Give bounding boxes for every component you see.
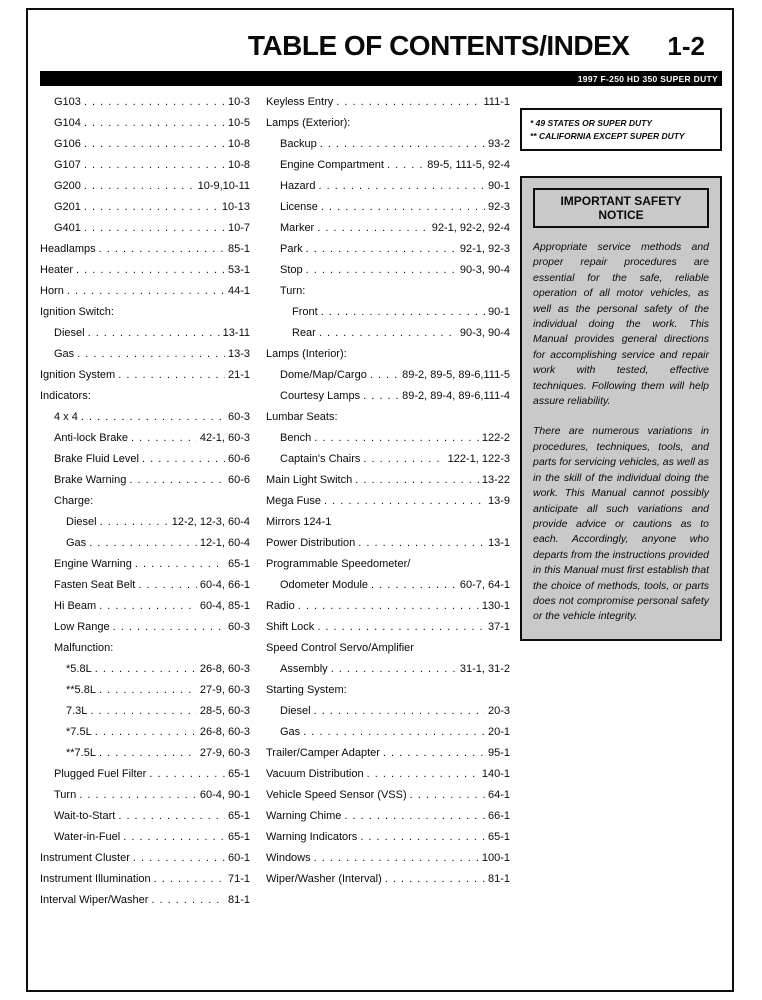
index-entry-pages: 60-7, 64-1: [459, 579, 510, 591]
leader-dots: [410, 785, 485, 806]
index-entry: [40, 113, 250, 134]
leader-dots: [344, 806, 485, 827]
index-entry: [40, 617, 250, 638]
index-entry: [40, 197, 250, 218]
index-entry: [40, 638, 250, 659]
index-entry: [266, 281, 510, 302]
leader-dots: [90, 701, 196, 722]
index-entry-label: Gas: [280, 726, 301, 738]
index-entry: [266, 806, 510, 827]
leader-dots: [131, 428, 197, 449]
leader-dots: [306, 260, 457, 281]
index-entry-pages: 60-4, 90-1: [199, 789, 250, 801]
leader-dots: [129, 470, 225, 491]
index-entry-label: 4 x 4: [54, 411, 78, 423]
leader-dots: [363, 386, 399, 407]
index-entry-pages: 21-1: [227, 369, 250, 381]
index-entry-pages: 13-3: [227, 348, 250, 360]
index-entry: [40, 533, 250, 554]
leader-dots: [367, 764, 479, 785]
leader-dots: [360, 827, 485, 848]
index-entry: [266, 596, 510, 617]
index-entry-label: Gas: [54, 348, 75, 360]
index-entry: [266, 743, 510, 764]
leader-dots: [321, 302, 485, 323]
index-entry: [40, 827, 250, 848]
leader-dots: [387, 155, 424, 176]
index-entry-pages: 90-1: [487, 180, 510, 192]
index-entry-label: Mega Fuse: [266, 495, 322, 507]
index-entry: [40, 407, 250, 428]
index-entry-label: Power Distribution: [266, 537, 356, 549]
index-entry: [40, 176, 250, 197]
index-entry: [40, 764, 250, 785]
index-entry: [266, 638, 510, 659]
index-entry-label: Turn: [54, 789, 77, 801]
index-entry: [266, 134, 510, 155]
leader-dots: [298, 596, 479, 617]
index-entry-label: 7.3L: [66, 705, 88, 717]
index-entry-pages: 60-3: [227, 411, 250, 423]
leader-dots: [317, 218, 428, 239]
leader-dots: [355, 470, 479, 491]
index-entry-label: Diesel: [280, 705, 311, 717]
index-entry-pages: 122-2: [481, 432, 510, 444]
index-entry-pages: 65-1: [227, 831, 250, 843]
index-entry: [40, 239, 250, 260]
page-header: [248, 30, 705, 62]
index-entry: [266, 260, 510, 281]
leader-dots: [319, 323, 457, 344]
index-entry: [40, 365, 250, 386]
index-entry-pages: 111-1: [483, 96, 510, 108]
leader-dots: [151, 890, 225, 911]
leader-dots: [84, 113, 225, 134]
index-entry-label: Programmable Speedometer/: [266, 558, 411, 570]
index-entry-label: Hi Beam: [54, 600, 97, 612]
index-entry-label: **5.8L: [66, 684, 96, 696]
index-entry-pages: 53-1: [227, 264, 250, 276]
index-entry-label: Hazard: [280, 180, 316, 192]
index-entry-label: Engine Warning: [54, 558, 132, 570]
leader-dots: [314, 428, 479, 449]
leader-dots: [303, 722, 485, 743]
leader-dots: [81, 407, 225, 428]
index-entry-pages: 130-1: [481, 600, 510, 612]
index-entry-label: Turn:: [280, 285, 306, 297]
index-entry: [40, 218, 250, 239]
leader-dots: [336, 92, 480, 113]
index-entry-pages: 85-1: [227, 243, 250, 255]
index-entry: [266, 659, 510, 680]
index-entry-pages: 66-1: [487, 810, 510, 822]
index-entry-pages: 90-1: [487, 306, 510, 318]
index-entry-pages: 27-9, 60-3: [199, 684, 250, 696]
index-entry: [40, 449, 250, 470]
index-entry-label: Keyless Entry: [266, 96, 334, 108]
leader-dots: [100, 512, 169, 533]
index-entry-label: Charge:: [54, 495, 94, 507]
index-entry: [266, 386, 510, 407]
index-entry: [266, 344, 510, 365]
index-entry: [266, 176, 510, 197]
index-entry-label: G401: [54, 222, 81, 234]
index-entry: [266, 323, 510, 344]
index-entry: [40, 659, 250, 680]
index-entry-label: Gas: [66, 537, 87, 549]
index-entry: [40, 680, 250, 701]
index-entry-label: Courtesy Lamps: [280, 390, 361, 402]
index-entry-pages: 140-1: [481, 768, 510, 780]
safety-notice-paragraph: There are numerous variations in procedures, techniques, tools, and parts for servicing vehicles, as well as in the skill of the individual doing the work. This Manual cannot possibly anticipate all such variations and provide advice or cautions as to each. Accordingly, anyone who departs from the instructions provided in this Manual must first establish that the choice of methods, tools, or parts does not compromise personal safety or the vehicle integrity.: [533, 425, 709, 623]
leader-dots: [84, 218, 225, 239]
index-entry-pages: 92-3: [487, 201, 510, 213]
index-entry-label: Headlamps: [40, 243, 96, 255]
index-entry-label: Vacuum Distribution: [266, 768, 364, 780]
leader-dots: [113, 617, 225, 638]
index-entry: [266, 848, 510, 869]
index-entry-label: Main Light Switch: [266, 474, 353, 486]
index-entry-pages: 81-1: [487, 873, 510, 885]
index-entry-label: Heater: [40, 264, 74, 276]
index-entry: [266, 92, 510, 113]
leader-dots: [149, 764, 225, 785]
index-entry-label: G201: [54, 201, 81, 213]
index-entry-label: Dome/Map/Cargo: [280, 369, 367, 381]
index-entry-pages: 26-8, 60-3: [199, 663, 250, 675]
index-entry-label: Stop: [280, 264, 303, 276]
index-entry-pages: 13-1: [487, 537, 510, 549]
index-entry-pages: 95-1: [487, 747, 510, 759]
index-entry: [266, 680, 510, 701]
index-entry-label: Wiper/Washer (Interval): [266, 873, 382, 885]
index-entry-pages: 37-1: [487, 621, 510, 633]
leader-dots: [306, 239, 457, 260]
leader-dots: [123, 827, 225, 848]
index-entry-pages: 31-1, 31-2: [459, 663, 510, 675]
index-entry-label: **7.5L: [66, 747, 96, 759]
index-entry-pages: 65-1: [227, 558, 250, 570]
leader-dots: [84, 134, 225, 155]
safety-notice-paragraph: Appropriate service methods and proper repair procedures are essential for the safe, reliable operation of all motor vehicles, as well as the personal safety of the individual doing the work. This Manual provides general directions for accomplishing service and repair work with tested, effective techniques. Following them will help assure reliability.: [533, 241, 709, 408]
index-entry-label: Instrument Cluster: [40, 852, 130, 864]
index-entry-pages: 60-3: [227, 621, 250, 633]
leader-dots: [135, 554, 225, 575]
index-entry-pages: 12-2, 12-3, 60-4: [171, 516, 250, 528]
index-entry: [40, 428, 250, 449]
leader-dots: [318, 176, 485, 197]
index-entry-pages: 100-1: [481, 852, 510, 864]
index-entry-label: Anti-lock Brake: [54, 432, 128, 444]
leader-dots: [95, 722, 197, 743]
index-entry-pages: 13-9: [487, 495, 510, 507]
index-entry: [40, 722, 250, 743]
index-entry-label: Backup: [280, 138, 317, 150]
index-entry-pages: 60-1: [227, 852, 250, 864]
index-entry-label: Starting System:: [266, 684, 347, 696]
index-entry-pages: 10-8: [227, 159, 250, 171]
index-entry: [40, 575, 250, 596]
index-entry-pages: 89-5, 111-5, 92-4: [427, 159, 510, 171]
index-entry: [40, 785, 250, 806]
index-entry-pages: 27-9, 60-3: [199, 747, 250, 759]
index-entry-label: Park: [280, 243, 303, 255]
page-title: TABLE OF CONTENTS/INDEX: [247, 30, 630, 61]
leader-dots: [99, 596, 197, 617]
index-entry: [266, 113, 510, 134]
index-entry-label: Brake Warning: [54, 474, 127, 486]
index-entry-label: Low Range: [54, 621, 110, 633]
index-entry: [266, 155, 510, 176]
index-entry: [266, 764, 510, 785]
index-entry: [266, 197, 510, 218]
leader-dots: [84, 176, 195, 197]
index-entry: [40, 260, 250, 281]
index-entry-pages: 10-9,10-11: [197, 180, 250, 192]
leader-dots: [385, 869, 485, 890]
index-entry-label: Malfunction:: [54, 642, 114, 654]
index-entry: [266, 365, 510, 386]
leader-dots: [99, 239, 225, 260]
leader-dots: [133, 848, 225, 869]
index-entry: [40, 323, 250, 344]
leader-dots: [138, 575, 197, 596]
index-entry-label: Speed Control Servo/Amplifier: [266, 642, 414, 654]
index-entry-label: Lamps (Interior):: [266, 348, 347, 360]
index-entry-pages: 64-1: [487, 789, 510, 801]
index-entry-label: Plugged Fuel Filter: [54, 768, 147, 780]
index-entry-label: Trailer/Camper Adapter: [266, 747, 380, 759]
leader-dots: [324, 491, 485, 512]
model-banner-bar: [40, 71, 722, 86]
index-entry-pages: 10-3: [227, 96, 250, 108]
index-entry-label: Front: [292, 306, 318, 318]
index-entry-label: Odometer Module: [280, 579, 369, 591]
index-entry-label: Vehicle Speed Sensor (VSS): [266, 789, 407, 801]
safety-notice-box: [520, 176, 722, 641]
index-entry-pages: 90-3, 90-4: [459, 264, 510, 276]
index-entry-pages: 13-22: [481, 474, 510, 486]
leader-dots: [118, 365, 225, 386]
index-entry: [40, 512, 250, 533]
index-entry-pages: 12-1, 60-4: [199, 537, 250, 549]
index-entry-pages: 90-3, 90-4: [459, 327, 510, 339]
index-entry-label: Captain's Chairs: [280, 453, 361, 465]
index-entry-label: G107: [54, 159, 81, 171]
leader-dots: [358, 533, 485, 554]
index-entry-pages: 60-6: [227, 453, 250, 465]
index-entry-label: Engine Compartment: [280, 159, 384, 171]
index-entry: [40, 596, 250, 617]
leader-dots: [99, 743, 197, 764]
index-entry-label: Fasten Seat Belt: [54, 579, 136, 591]
index-entry-label: Mirrors 124-1: [266, 516, 332, 528]
index-entry: [40, 491, 250, 512]
index-entry: [266, 470, 510, 491]
leader-dots: [84, 197, 219, 218]
leader-dots: [76, 260, 225, 281]
index-entry-label: Warning Indicators: [266, 831, 358, 843]
leader-dots: [320, 134, 485, 155]
index-entry-pages: 60-4, 66-1: [199, 579, 250, 591]
index-entry: [266, 785, 510, 806]
index-entry: [266, 617, 510, 638]
index-entry: [40, 344, 250, 365]
index-entry: [40, 869, 250, 890]
index-entry-pages: 44-1: [227, 285, 250, 297]
leader-dots: [88, 323, 220, 344]
leader-dots: [363, 449, 444, 470]
index-entry-label: Indicators:: [40, 390, 91, 402]
index-entry-pages: 10-13: [221, 201, 250, 213]
leader-dots: [154, 869, 225, 890]
index-entry-label: Lamps (Exterior):: [266, 117, 351, 129]
index-entry-label: Shift Lock: [266, 621, 315, 633]
footnote-box: [520, 108, 722, 151]
index-entry-pages: 65-1: [487, 831, 510, 843]
index-entry-label: Wait-to-Start: [54, 810, 116, 822]
index-entry: [40, 281, 250, 302]
leader-dots: [370, 365, 399, 386]
index-entry-label: Bench: [280, 432, 312, 444]
leader-dots: [67, 281, 225, 302]
index-entry: [266, 491, 510, 512]
safety-notice-body: [533, 240, 709, 625]
leader-dots: [84, 92, 225, 113]
safety-notice-title: IMPORTANT SAFETY NOTICE: [533, 188, 709, 228]
index-entry: [266, 869, 510, 890]
index-entry-label: Water-in-Fuel: [54, 831, 121, 843]
index-column-left: [40, 92, 250, 911]
index-entry-pages: 92-1, 92-2, 92-4: [431, 222, 510, 234]
index-entry-pages: 60-6: [227, 474, 250, 486]
index-entry-label: Brake Fluid Level: [54, 453, 139, 465]
page-number: 1-2: [667, 31, 705, 61]
index-entry: [266, 302, 510, 323]
index-column-middle: [266, 92, 510, 890]
index-entry-pages: 10-7: [227, 222, 250, 234]
index-entry: [266, 449, 510, 470]
index-entry: [266, 512, 510, 533]
index-entry-label: G200: [54, 180, 81, 192]
index-entry: [40, 470, 250, 491]
index-entry-pages: 89-2, 89-5, 89-6,111-5: [402, 369, 510, 381]
index-entry-pages: 60-4, 85-1: [199, 600, 250, 612]
index-entry: [40, 890, 250, 911]
index-entry-label: License: [280, 201, 318, 213]
index-entry-pages: 10-5: [227, 117, 250, 129]
leader-dots: [95, 659, 197, 680]
index-entry: [266, 428, 510, 449]
index-entry-pages: 89-2, 89-4, 89-6,111-4: [402, 390, 510, 402]
index-entry-label: Windows: [266, 852, 311, 864]
index-entry: [40, 848, 250, 869]
index-entry-pages: 42-1, 60-3: [199, 432, 250, 444]
index-entry-pages: 13-11: [222, 327, 250, 339]
index-entry-pages: 26-8, 60-3: [199, 726, 250, 738]
index-entry: [40, 806, 250, 827]
index-entry-label: Marker: [280, 222, 315, 234]
index-entry-pages: 20-3: [487, 705, 510, 717]
footnote-line: ** CALIFORNIA EXCEPT SUPER DUTY: [530, 131, 685, 141]
leader-dots: [84, 155, 225, 176]
index-entry: [40, 743, 250, 764]
index-entry: [266, 722, 510, 743]
index-entry-label: G106: [54, 138, 81, 150]
leader-dots: [331, 659, 457, 680]
index-entry-label: Assembly: [280, 663, 328, 675]
leader-dots: [321, 197, 485, 218]
index-entry-pages: 65-1: [227, 810, 250, 822]
index-entry: [266, 701, 510, 722]
leader-dots: [79, 785, 197, 806]
index-entry-label: Instrument Illumination: [40, 873, 151, 885]
leader-dots: [314, 701, 485, 722]
leader-dots: [89, 533, 197, 554]
index-entry-label: Ignition Switch:: [40, 306, 114, 318]
index-entry: [40, 386, 250, 407]
index-entry-label: Diesel: [54, 327, 85, 339]
index-entry-label: Diesel: [66, 516, 97, 528]
footnote-line: * 49 STATES OR SUPER DUTY: [530, 118, 653, 128]
index-entry-label: Rear: [292, 327, 316, 339]
index-entry: [40, 134, 250, 155]
index-entry: [266, 407, 510, 428]
leader-dots: [118, 806, 225, 827]
index-entry-label: *5.8L: [66, 663, 92, 675]
index-entry: [266, 827, 510, 848]
leader-dots: [77, 344, 225, 365]
index-entry-label: Ignition System: [40, 369, 116, 381]
index-entry-pages: 28-5, 60-3: [199, 705, 250, 717]
index-entry-label: G104: [54, 117, 81, 129]
leader-dots: [383, 743, 485, 764]
index-entry: [40, 92, 250, 113]
index-entry-label: Lumbar Seats:: [266, 411, 338, 423]
index-entry-pages: 10-8: [227, 138, 250, 150]
index-entry-label: Horn: [40, 285, 64, 297]
index-entry: [266, 218, 510, 239]
index-entry-label: Radio: [266, 600, 295, 612]
leader-dots: [371, 575, 457, 596]
index-entry: [40, 701, 250, 722]
index-entry-pages: 93-2: [487, 138, 510, 150]
model-banner-text: 1997 F-250 HD 350 SUPER DUTY: [577, 73, 718, 84]
index-entry-pages: 92-1, 92-3: [459, 243, 510, 255]
index-entry-pages: 71-1: [227, 873, 250, 885]
index-entry-pages: 81-1: [227, 894, 250, 906]
index-entry: [266, 554, 510, 575]
index-entry: [266, 533, 510, 554]
index-entry-pages: 65-1: [227, 768, 250, 780]
index-entry: [266, 575, 510, 596]
index-entry-label: *7.5L: [66, 726, 92, 738]
index-entry-pages: 122-1, 122-3: [447, 453, 510, 465]
leader-dots: [99, 680, 197, 701]
index-entry: [40, 155, 250, 176]
leader-dots: [142, 449, 225, 470]
leader-dots: [317, 617, 485, 638]
index-entry: [40, 302, 250, 323]
index-entry-label: G103: [54, 96, 81, 108]
index-entry-label: Warning Chime: [266, 810, 342, 822]
leader-dots: [314, 848, 479, 869]
index-entry-label: Interval Wiper/Washer: [40, 894, 149, 906]
index-entry: [40, 554, 250, 575]
index-entry: [266, 239, 510, 260]
index-entry-pages: 20-1: [487, 726, 510, 738]
